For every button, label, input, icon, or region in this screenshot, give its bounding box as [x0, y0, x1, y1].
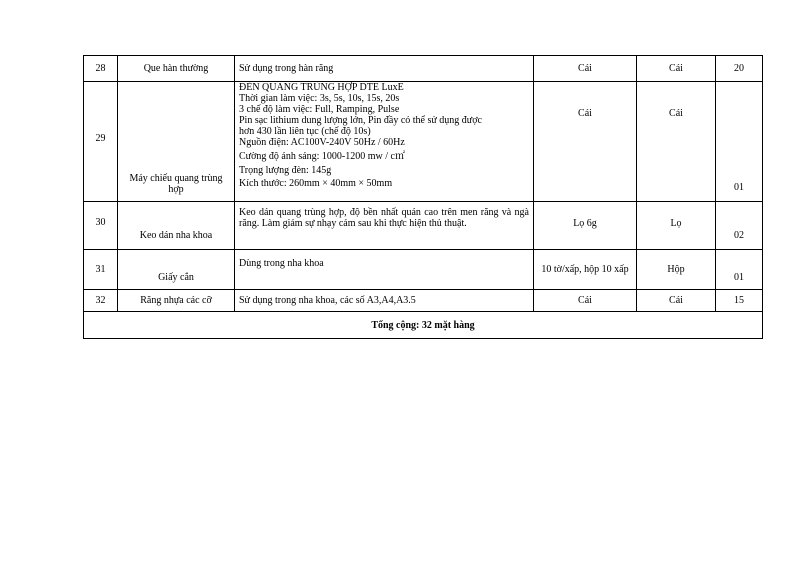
item-unit: Cái — [534, 56, 637, 82]
spec-line: Pin sạc lithium dung lượng lớn, Pin đầy có thể sử dụng được — [239, 115, 482, 126]
table-row — [84, 56, 763, 82]
item-unit-alt: Cái — [637, 290, 716, 312]
item-quantity: 01 — [716, 82, 763, 202]
row-number: 30 — [84, 202, 118, 250]
spec-line: ĐÈN QUANG TRÙNG HỢP DTE LuxE — [239, 82, 404, 93]
total-label: Tổng cộng: 32 mặt hàng — [84, 312, 763, 339]
item-description: Dùng trong nha khoa — [235, 250, 534, 290]
table-row — [84, 202, 763, 250]
item-unit: Lọ 6g — [534, 202, 637, 250]
equipment-table — [83, 55, 763, 339]
row-number: 28 — [84, 56, 118, 82]
row-number: 31 — [84, 250, 118, 290]
item-description — [235, 82, 534, 202]
item-description: Sử dụng trong nha khoa, các số A3,A4,A3.5 — [235, 290, 534, 312]
item-unit: Cái — [534, 82, 637, 202]
spec-line: Kích thước: 260mm × 40mm × 50mm — [239, 178, 393, 189]
item-name: Máy chiếu quang trùng hợp — [118, 82, 235, 202]
item-unit: Cái — [534, 290, 637, 312]
item-name: Que hàn thường — [118, 56, 235, 82]
item-unit-alt: Lọ — [637, 202, 716, 250]
spec-line: 3 chế độ làm việc: Full, Ramping, Pulse — [239, 104, 400, 115]
item-unit-alt: Cái — [637, 56, 716, 82]
item-quantity: 15 — [716, 290, 763, 312]
item-description: Sử dụng trong hàn răng — [235, 56, 534, 82]
item-name: Keo dán nha khoa — [118, 202, 235, 250]
item-description: Keo dán quang trùng hợp, độ bền nhất quán cao trên men răng và ngà răng. Làm giảm sự nhạy cảm sau khi thực hiện thủ thuật. — [235, 202, 534, 250]
item-name: Giấy cắn — [118, 250, 235, 290]
spec-line: hơn 430 lần liên tục (chế độ 10s) — [239, 126, 371, 137]
table-row — [84, 290, 763, 312]
row-number: 29 — [84, 82, 118, 202]
total-row — [84, 312, 763, 339]
item-unit: 10 tờ/xấp, hộp 10 xấp — [534, 250, 637, 290]
spec-line: Trọng lượng đèn: 145g — [239, 165, 332, 176]
spec-lines — [239, 82, 529, 200]
spec-line: Cường độ ánh sáng: 1000-1200 mw / c㎡ — [239, 151, 405, 162]
item-unit-alt: Cái — [637, 82, 716, 202]
item-quantity: 02 — [716, 202, 763, 250]
item-quantity: 20 — [716, 56, 763, 82]
spec-line: Nguồn điện: AC100V-240V 50Hz / 60Hz — [239, 137, 405, 148]
row-number: 32 — [84, 290, 118, 312]
table-row — [84, 82, 763, 202]
item-name: Răng nhựa các cỡ — [118, 290, 235, 312]
item-unit-alt: Hộp — [637, 250, 716, 290]
table-row — [84, 250, 763, 290]
item-quantity: 01 — [716, 250, 763, 290]
spec-line: Thời gian làm việc: 3s, 5s, 10s, 15s, 20s — [239, 93, 400, 104]
